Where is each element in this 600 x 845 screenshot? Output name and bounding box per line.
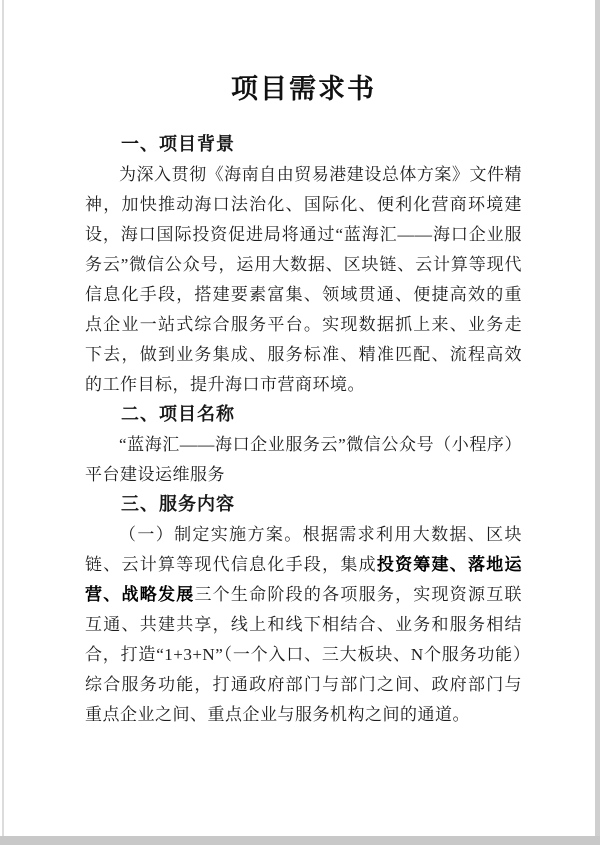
section-heading-background: 一、项目背景: [121, 134, 235, 155]
section-heading-project-name: 二、项目名称: [121, 404, 235, 425]
document-title: 项目需求书: [231, 74, 376, 104]
service-content-text-after-bold: 三个生命阶段的各项服务，实现资源互联互通、共建共享，线上和线下相结合、业务和服务相结合，打造“1+3+N”（一个入口、三大板块、N个服务功能）综合服务功能，打通政府部门与部门之间、政府部门与重点企业之间、重点企业与服务机构之间的通道。: [85, 585, 523, 724]
section-service-content-paragraph: [85, 520, 522, 730]
page-right-edge: [595, 0, 600, 845]
service-content-text-before-bold: （一）制定实施方案。根据需求利用大数据、区块链、云计算等现代信息化手段，集成: [85, 525, 522, 574]
section-project-name-paragraph: “蓝海汇——海口企业服务云”微信公众号（小程序）平台建设运维服务: [85, 435, 522, 484]
page-bottom-edge: [0, 836, 600, 845]
document-content: [85, 58, 522, 730]
service-content-bold-phrase: 投资筹建、落地运营、战略发展: [85, 555, 523, 604]
section-background-paragraph: 为深入贯彻《海南自由贸易港建设总体方案》文件精神，加快推动海口法治化、国际化、便利化营商环境建设，海口国际投资促进局将通过“蓝海汇——海口企业服务云”微信公众号，运用大数据、区块链、云计算等现代信息化手段，搭建要素富集、领域贯通、便捷高效的重点企业一站式综合服务平台。实现数据抓上来、业务走下去，做到业务集成、服务标准、精准匹配、流程高效的工作目标，提升海口市营商环境。: [85, 165, 522, 394]
section-heading-service-content: 三、服务内容: [121, 494, 235, 515]
page-left-edge: [2, 0, 4, 836]
